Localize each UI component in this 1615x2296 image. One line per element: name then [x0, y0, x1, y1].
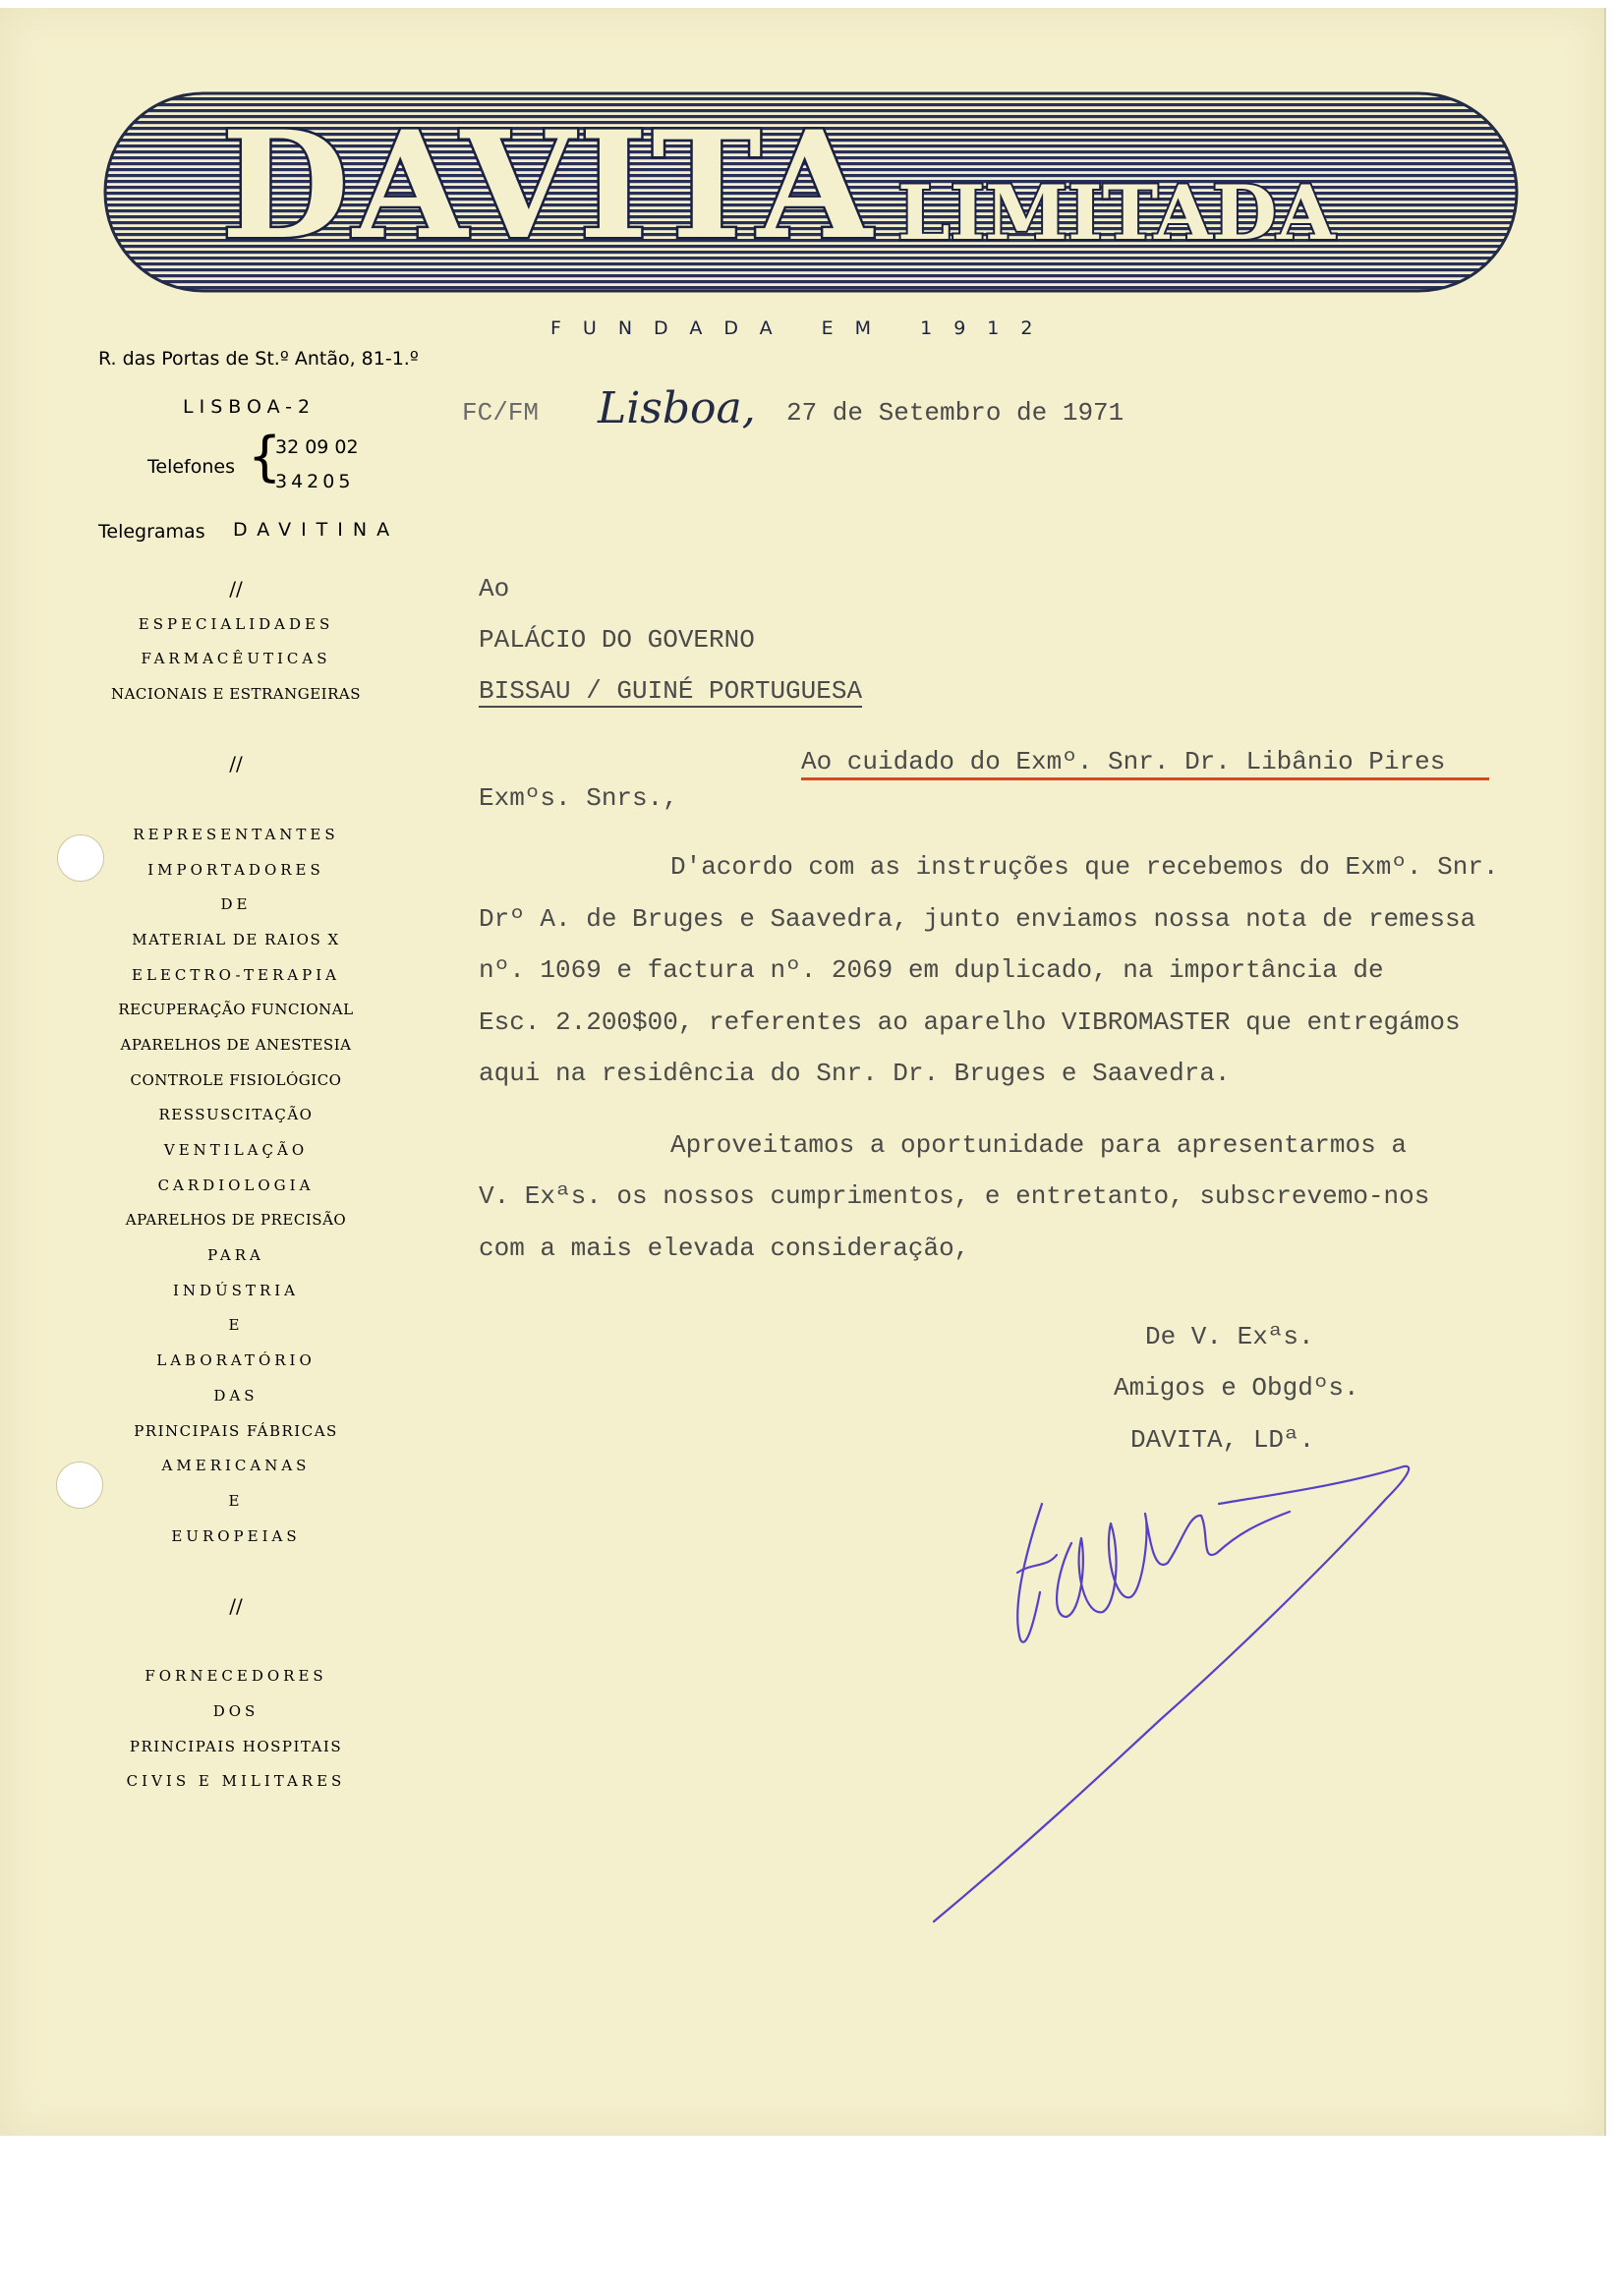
phone-1: 32 09 02 [275, 436, 359, 458]
separator: // [229, 752, 243, 776]
street-address: R. das Portas de St.º Antão, 81-1.º [98, 348, 419, 370]
paragraph1-line: aqui na residência do Snr. Dr. Bruges e Saavedra. [479, 1059, 1231, 1088]
service-item: ELECTRO-TERAPIA [132, 965, 340, 984]
red-pencil-underline [801, 777, 1489, 780]
handwritten-signature [924, 1445, 1435, 1936]
telegram-label: Telegramas [98, 521, 205, 543]
service-item: PARA [207, 1246, 264, 1265]
service-item: CONTROLE FISIOLÓGICO [130, 1070, 342, 1089]
service-item: MATERIAL DE RAIOS X [132, 930, 340, 948]
service-item: E [228, 1491, 244, 1510]
service-item: AMERICANAS [161, 1457, 311, 1475]
closing-line: DAVITA, LDª. [1130, 1425, 1315, 1455]
service-item: PRINCIPAIS HOSPITAIS [129, 1737, 343, 1755]
reference: FC/FM [462, 398, 540, 428]
service-item: FORNECEDORES [144, 1667, 327, 1686]
paragraph2-line: com a mais elevada consideração, [479, 1234, 970, 1263]
paragraph2-line: V. Exªs. os nossos cumprimentos, e entretanto, subscrevemo-nos [479, 1181, 1430, 1211]
separator: // [229, 1593, 243, 1618]
paragraph1-line: D'acordo com as instruções que recebemos do Exmº. Snr. [670, 852, 1499, 882]
brand-suffix: LIMITADA [897, 169, 1335, 257]
paragraph1-line: Drº A. de Bruges e Saavedra, junto enviamos nossa nota de remessa [479, 904, 1476, 934]
service-spacer [49, 1554, 423, 1589]
service-item: APARELHOS DE PRECISÃO [125, 1211, 347, 1230]
service-item: CARDIOLOGIA [157, 1176, 315, 1194]
service-item: FARMACÊUTICAS [141, 650, 331, 668]
service-item: IMPORTADORES [147, 860, 324, 879]
phone-2: 34205 [275, 471, 355, 492]
closing-line: De V. Exªs. [1145, 1322, 1314, 1351]
service-item: RECUPERAÇÃO FUNCIONAL [118, 1001, 354, 1019]
separator: // [229, 577, 243, 601]
letter-date: 27 de Setembro de 1971 [786, 398, 1125, 428]
services-list [49, 572, 423, 1800]
service-item: PRINCIPAIS FÁBRICAS [134, 1421, 338, 1440]
service-item: E [228, 1316, 244, 1335]
service-item: DE [220, 895, 252, 914]
telegram-address: DAVITINA [233, 519, 400, 541]
closing-line: Amigos e Obgdºs. [1114, 1373, 1359, 1403]
service-item: ESPECIALIDADES [138, 614, 334, 633]
recipient-line: PALÁCIO DO GOVERNO [479, 625, 755, 655]
service-item: REPRESENTANTES [133, 825, 339, 843]
founded-line: FUNDADA EM 1912 [550, 317, 1055, 339]
address-city: LISBOA-2 [183, 396, 317, 418]
service-item: DAS [213, 1386, 259, 1405]
paragraph1-line: nº. 1069 e factura nº. 2069 em duplicado, na importância de [479, 955, 1384, 985]
salutation: Exmºs. Snrs., [479, 783, 678, 813]
service-item: VENTILAÇÃO [163, 1141, 309, 1159]
attention-line: Ao cuidado do Exmº. Snr. Dr. Libânio Pires [801, 747, 1446, 776]
service-item: APARELHOS DE ANESTESIA [120, 1035, 352, 1054]
service-item: CIVIS E MILITARES [126, 1772, 346, 1791]
service-spacer [49, 713, 423, 748]
recipient-line: BISSAU / GUINÉ PORTUGUESA [479, 676, 863, 706]
paragraph2-line: Aproveitamos a oportunidade para apresentarmos a [670, 1130, 1407, 1160]
service-item: LABORATÓRIO [156, 1351, 316, 1370]
service-item: EUROPEIAS [171, 1526, 301, 1545]
service-spacer [49, 782, 423, 818]
phones-label: Telefones [147, 456, 235, 478]
service-item: INDÚSTRIA [172, 1281, 300, 1299]
brand-name: DAVITA [221, 99, 876, 272]
recipient-line: Ao [479, 574, 510, 603]
phones-brace: { [248, 426, 282, 488]
paragraph1-line: Esc. 2.200$00, referentes ao aparelho VIBROMASTER que entregámos [479, 1007, 1461, 1037]
service-item: NACIONAIS E ESTRANGEIRAS [110, 685, 362, 704]
letter-city: Lisboa, [598, 383, 756, 433]
service-item: RESSUSCITAÇÃO [158, 1106, 314, 1124]
letterhead-logo [103, 91, 1519, 293]
service-item: DOS [212, 1702, 260, 1720]
letterhead-banner [103, 91, 1519, 293]
service-spacer [49, 1625, 423, 1660]
